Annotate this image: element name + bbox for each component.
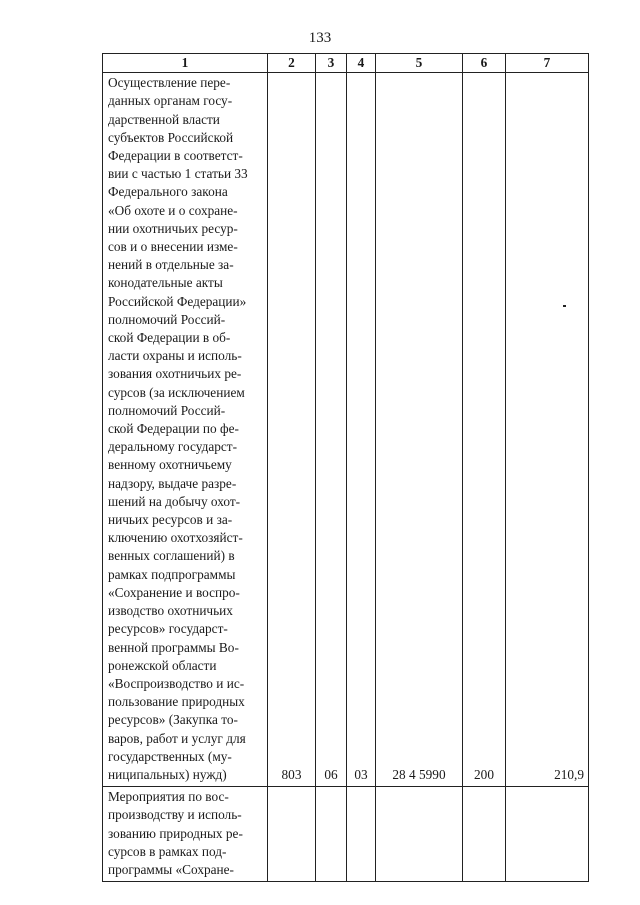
page-number: 133 <box>308 30 332 46</box>
description-line: сов и о внесении изме- <box>108 239 238 255</box>
column-header-6: 6 <box>463 54 506 73</box>
description-line: изводство охотничьих <box>108 603 233 619</box>
description-line: дарственной власти <box>108 111 220 127</box>
description-line: субъектов Российской <box>108 129 234 145</box>
description-line: венной программы Во- <box>108 639 239 655</box>
description-line: ничьих ресурсов и за- <box>108 512 233 528</box>
cell-subsection <box>347 787 376 882</box>
description-line: сурсов в рамках под- <box>108 843 227 859</box>
column-header-5: 5 <box>376 54 463 73</box>
description-line: нии охотничьих ресур- <box>108 220 238 236</box>
description-line: Федерации в соответст- <box>108 148 243 164</box>
description-line: ской Федерации по фе- <box>108 421 239 437</box>
description-line: Российской Федерации» <box>108 293 247 309</box>
description-line: пользование природных <box>108 694 245 710</box>
description-line: государственных (му- <box>108 748 232 764</box>
description-line: рамках подпрограммы <box>108 566 236 582</box>
cell-subsection: 03 <box>347 73 376 787</box>
scan-speck <box>563 305 566 307</box>
column-header-3: 3 <box>316 54 347 73</box>
description-line: Федерального закона <box>108 184 228 200</box>
row-description <box>103 787 268 882</box>
description-line: зованию природных ре- <box>108 825 243 841</box>
description-line: Осуществление пере- <box>108 75 231 91</box>
description-line: венному охотничьему <box>108 457 232 473</box>
header-row <box>103 54 589 73</box>
description-line: вии с частью 1 статьи 33 <box>108 166 248 182</box>
description-line: ской Федерации в об- <box>108 330 231 346</box>
description-line: венных соглашений) в <box>108 548 235 564</box>
description-line: ресурсов» (Закупка то- <box>108 712 238 728</box>
column-header-4: 4 <box>347 54 376 73</box>
description-line: полномочий Россий- <box>108 402 226 418</box>
description-line: нений в отдельные за- <box>108 257 234 273</box>
description-line: «Воспроизводство и ис- <box>108 675 245 691</box>
table-row <box>103 787 589 882</box>
column-header-1: 1 <box>103 54 268 73</box>
description-line: варов, работ и услуг для <box>108 730 246 746</box>
cell-amount <box>506 787 589 882</box>
description-line: деральному государст- <box>108 439 238 455</box>
description-line: конодательные акты <box>108 275 223 291</box>
description-line: ключению охотхозяйст- <box>108 530 243 546</box>
description-line: ниципальных) нужд) <box>108 766 227 782</box>
cell-section <box>316 787 347 882</box>
cell-expense-type <box>463 787 506 882</box>
cell-section: 06 <box>316 73 347 787</box>
description-line: «Сохранение и воспро- <box>108 584 240 600</box>
description-line: зования охотничьих ре- <box>108 366 242 382</box>
column-header-2: 2 <box>268 54 316 73</box>
description-line: ронежской области <box>108 657 217 673</box>
cell-target-article <box>376 787 463 882</box>
description-line: программы «Сохране- <box>108 861 234 877</box>
row-description <box>103 73 268 787</box>
description-line: полномочий Россий- <box>108 311 226 327</box>
description-line: сурсов (за исключением <box>108 384 245 400</box>
table-row <box>103 73 589 787</box>
cell-target-article: 28 4 5990 <box>376 73 463 787</box>
cell-amount: 210,9 <box>506 73 589 787</box>
description-line: надзору, выдаче разре- <box>108 475 237 491</box>
budget-table <box>102 53 589 882</box>
description-line: ласти охраны и исполь- <box>108 348 242 364</box>
cell-expense-type: 200 <box>463 73 506 787</box>
description-line: данных органам госу- <box>108 93 233 109</box>
description-line: Мероприятия по вос- <box>108 789 229 805</box>
cell-ministry-code: 803 <box>268 73 316 787</box>
description-line: ресурсов» государст- <box>108 621 228 637</box>
cell-ministry-code <box>268 787 316 882</box>
column-header-7: 7 <box>506 54 589 73</box>
description-line: «Об охоте и о сохране- <box>108 202 238 218</box>
description-line: производству и исполь- <box>108 807 242 823</box>
description-line: шений на добычу охот- <box>108 493 241 509</box>
